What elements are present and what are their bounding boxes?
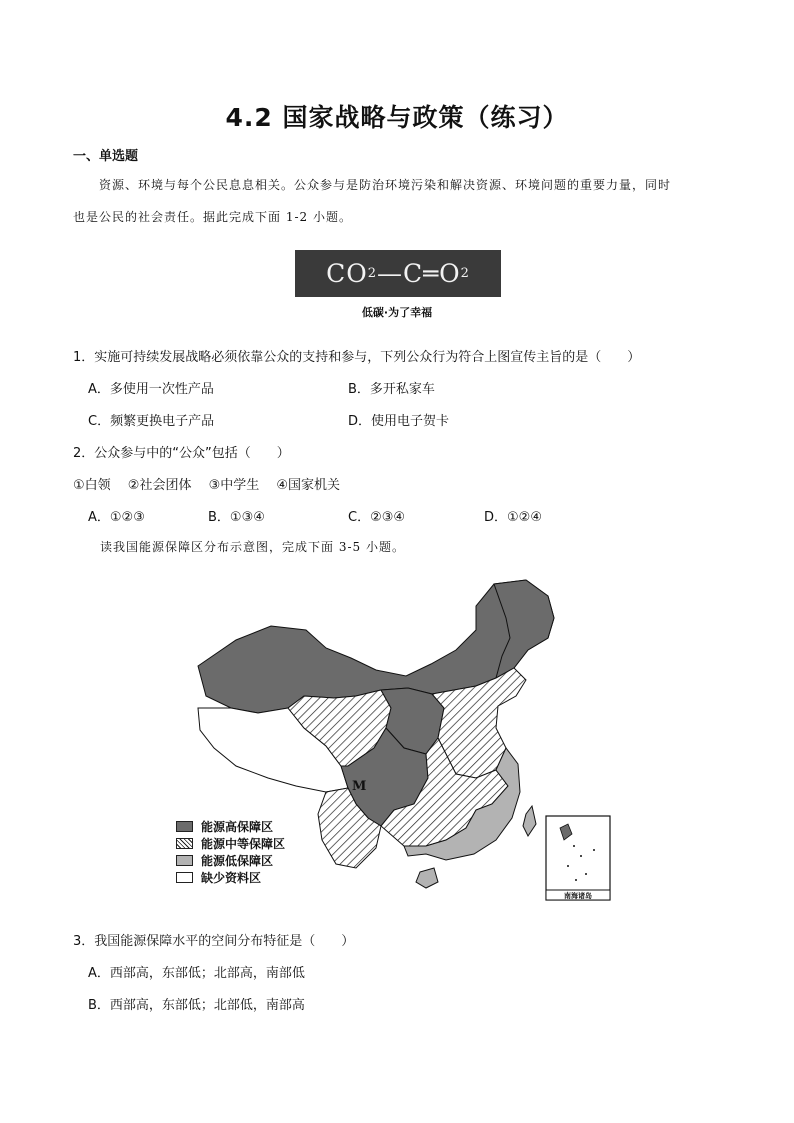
question-1-option-a[interactable]: A．多使用一次性产品: [88, 382, 214, 397]
question-3-option-a[interactable]: A．西部高，东部低；北部高，南部低: [88, 966, 305, 981]
intro-line-1: 资源、环境与每个公民息息相关。公众参与是防治环境污染和解决资源、环境问题的重要力量，同时: [99, 178, 672, 192]
map-legend: [176, 818, 285, 886]
question-2-items: ①白领 ②社会团体 ③中学生 ④国家机关: [73, 478, 341, 493]
banner-sub-1: 2: [367, 266, 377, 281]
question-1-option-c[interactable]: C．频繁更换电子产品: [88, 414, 215, 429]
question-2-option-d[interactable]: D．①②④: [484, 510, 542, 525]
legend-label-low: 能源低保障区: [201, 854, 274, 868]
question-2-option-a[interactable]: A．①②③: [88, 510, 145, 525]
region-label-m: M: [352, 779, 367, 794]
region-hainan-low: [416, 868, 438, 888]
question-3-stem: 3．我国能源保障水平的空间分布特征是（ ）: [73, 934, 355, 949]
legend-label-high: 能源高保障区: [201, 820, 274, 834]
page-title: 4.2 国家战略与政策（练习）: [225, 103, 569, 132]
question-2-stem: 2．公众参与中的“公众”包括（ ）: [73, 446, 290, 461]
banner-mid: —C═O: [376, 259, 461, 288]
legend-label-mid: 能源中等保障区: [201, 837, 286, 851]
question-2-option-c[interactable]: C．②③④: [348, 510, 406, 525]
legend-swatch-mid: [176, 838, 193, 849]
legend-item-high: [176, 818, 285, 835]
south-sea-inset: [546, 816, 610, 900]
banner-caption: 低碳·为了幸福: [361, 306, 433, 319]
banner-co: CO: [326, 259, 368, 288]
question-1-option-d[interactable]: D．使用电子贺卡: [348, 414, 450, 429]
legend-item-none: [176, 869, 285, 886]
section-heading: 一、单选题: [73, 149, 139, 164]
question-2-option-b[interactable]: B．①③④: [208, 510, 265, 525]
legend-swatch-low: [176, 855, 193, 866]
question-3-option-b[interactable]: B．西部高，东部低；北部低，南部高: [88, 998, 305, 1013]
intro-line-2: 也是公民的社会责任。据此完成下面 1-2 小题。: [73, 210, 352, 224]
inset-label: 南海诸岛: [564, 892, 592, 900]
legend-item-low: [176, 852, 285, 869]
low-carbon-banner: [295, 250, 501, 297]
legend-swatch-high: [176, 821, 193, 832]
intro-paragraph: [73, 169, 723, 233]
legend-label-none: 缺少资料区: [201, 871, 262, 885]
legend-swatch-none: [176, 872, 193, 883]
banner-sub-2: 2: [460, 266, 470, 281]
map-instruction: 读我国能源保障区分布示意图，完成下面 3-5 小题。: [100, 540, 405, 554]
question-1-option-b[interactable]: B．多开私家车: [348, 382, 435, 397]
question-1-stem: 1．实施可持续发展战略必须依靠公众的支持和参与，下列公众行为符合上图宣传主旨的是（ ）: [73, 350, 641, 365]
legend-item-mid: [176, 835, 285, 852]
region-taiwan-low: [523, 806, 536, 836]
